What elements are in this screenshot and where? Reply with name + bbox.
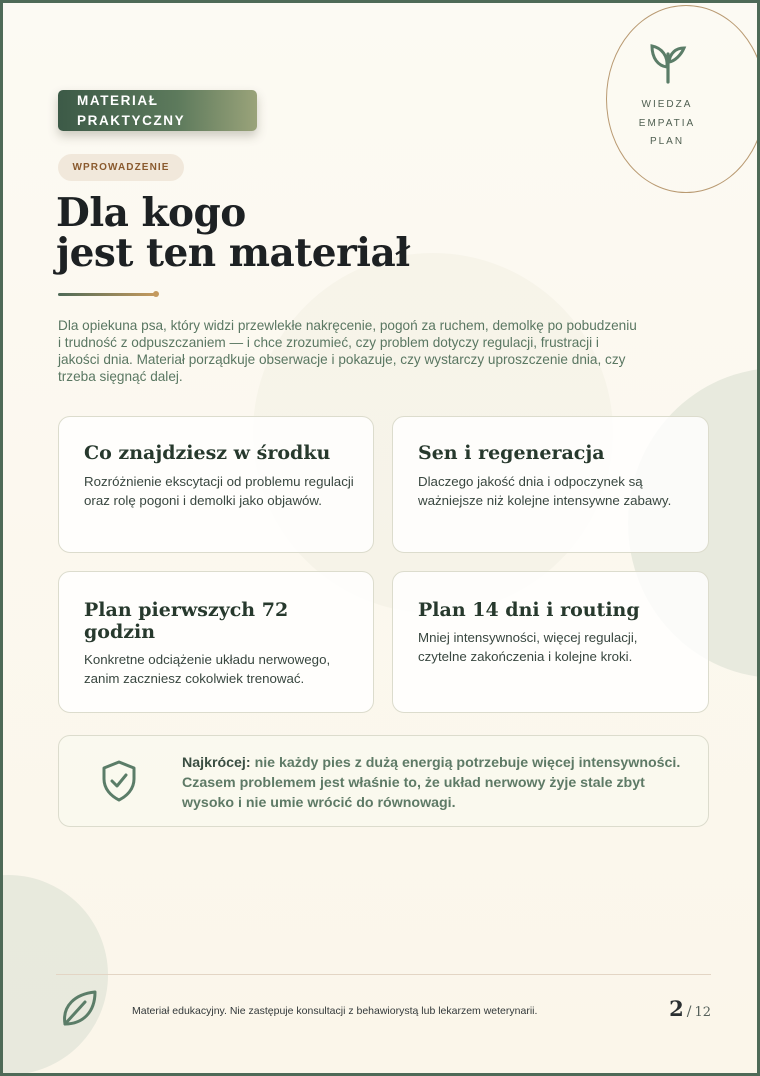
seal-word: EMPATIA [638, 117, 696, 129]
card-title: Plan pierwszych 72 godzin [84, 599, 289, 643]
summary-callout [58, 735, 709, 827]
shield-check-icon [99, 759, 139, 803]
leaf-icon [59, 988, 99, 1028]
info-card [392, 416, 709, 553]
page-total: 12 [694, 1005, 711, 1020]
page-title [56, 190, 410, 276]
page-current: 2 [669, 996, 684, 1021]
title-line: jest ten materiał [56, 230, 410, 276]
info-card [58, 416, 374, 553]
callout-text [182, 753, 682, 813]
intro-paragraph: Dla opiekuna psa, który widzi przewlekłe nakręcenie, pogoń za ruchem, demolkę po pobudzeniu i trudność z odpuszczaniem — i chce zrozumieć, czy problem dotyczy regulacji, frustracji i jakości dnia. Materiał porządkuje obserwacje i pokazuje, czy wystarczy uproszczenie dnia, czy trzeba sięgnąć dalej. [58, 318, 637, 384]
background-blob [0, 875, 108, 1075]
title-underline [58, 293, 155, 296]
info-card [392, 571, 709, 713]
card-text: Mniej intensywności, więcej regulacji, czytelne zakończenia i kolejne kroki. [418, 630, 638, 664]
card-text: Konkretne odciążenie układu nerwowego, zanim zaczniesz cokolwiek trenować. [84, 652, 331, 686]
title-underline-dot [153, 291, 159, 297]
page-number [603, 996, 711, 1021]
info-card [58, 571, 374, 713]
badge-line: MATERIAŁ [77, 93, 159, 108]
section-pill: WPROWADZENIE [58, 154, 184, 181]
footer-divider [56, 974, 711, 975]
page-separator: / [686, 1004, 692, 1020]
badge-line: PRAKTYCZNY [77, 113, 186, 128]
card-text: Dlaczego jakość dnia i odpoczynek są ważniejsze niż kolejne intensywne zabawy. [418, 474, 672, 508]
card-text: Rozróżnienie ekscytacji od problemu regulacji oraz rolę pogoni i demolki jako objawów. [84, 474, 354, 508]
material-badge [58, 90, 257, 131]
callout-body: nie każdy pies z dużą energią potrzebuje więcej intensywności. Czasem problemem jest właśnie to, że układ nerwowy żyje stale zbyt wysoko i nie umie wrócić do równowagi. [182, 755, 681, 811]
seal-word: PLAN [649, 136, 685, 147]
title-line: Dla kogo [56, 190, 246, 236]
footer-disclaimer: Materiał edukacyjny. Nie zastępuje konsultacji z behawiorystą lub lekarzem weterynarii. [132, 1005, 538, 1017]
corner-seal [606, 5, 760, 193]
card-title: Sen i regeneracja [418, 442, 605, 464]
callout-lead: Najkrócej: [182, 755, 251, 771]
seal-words [607, 96, 727, 152]
card-title: Plan 14 dni i routing [418, 599, 640, 621]
card-title: Co znajdziesz w środku [84, 442, 331, 464]
sprout-icon [648, 40, 688, 84]
seal-word: WIEDZA [641, 99, 693, 110]
